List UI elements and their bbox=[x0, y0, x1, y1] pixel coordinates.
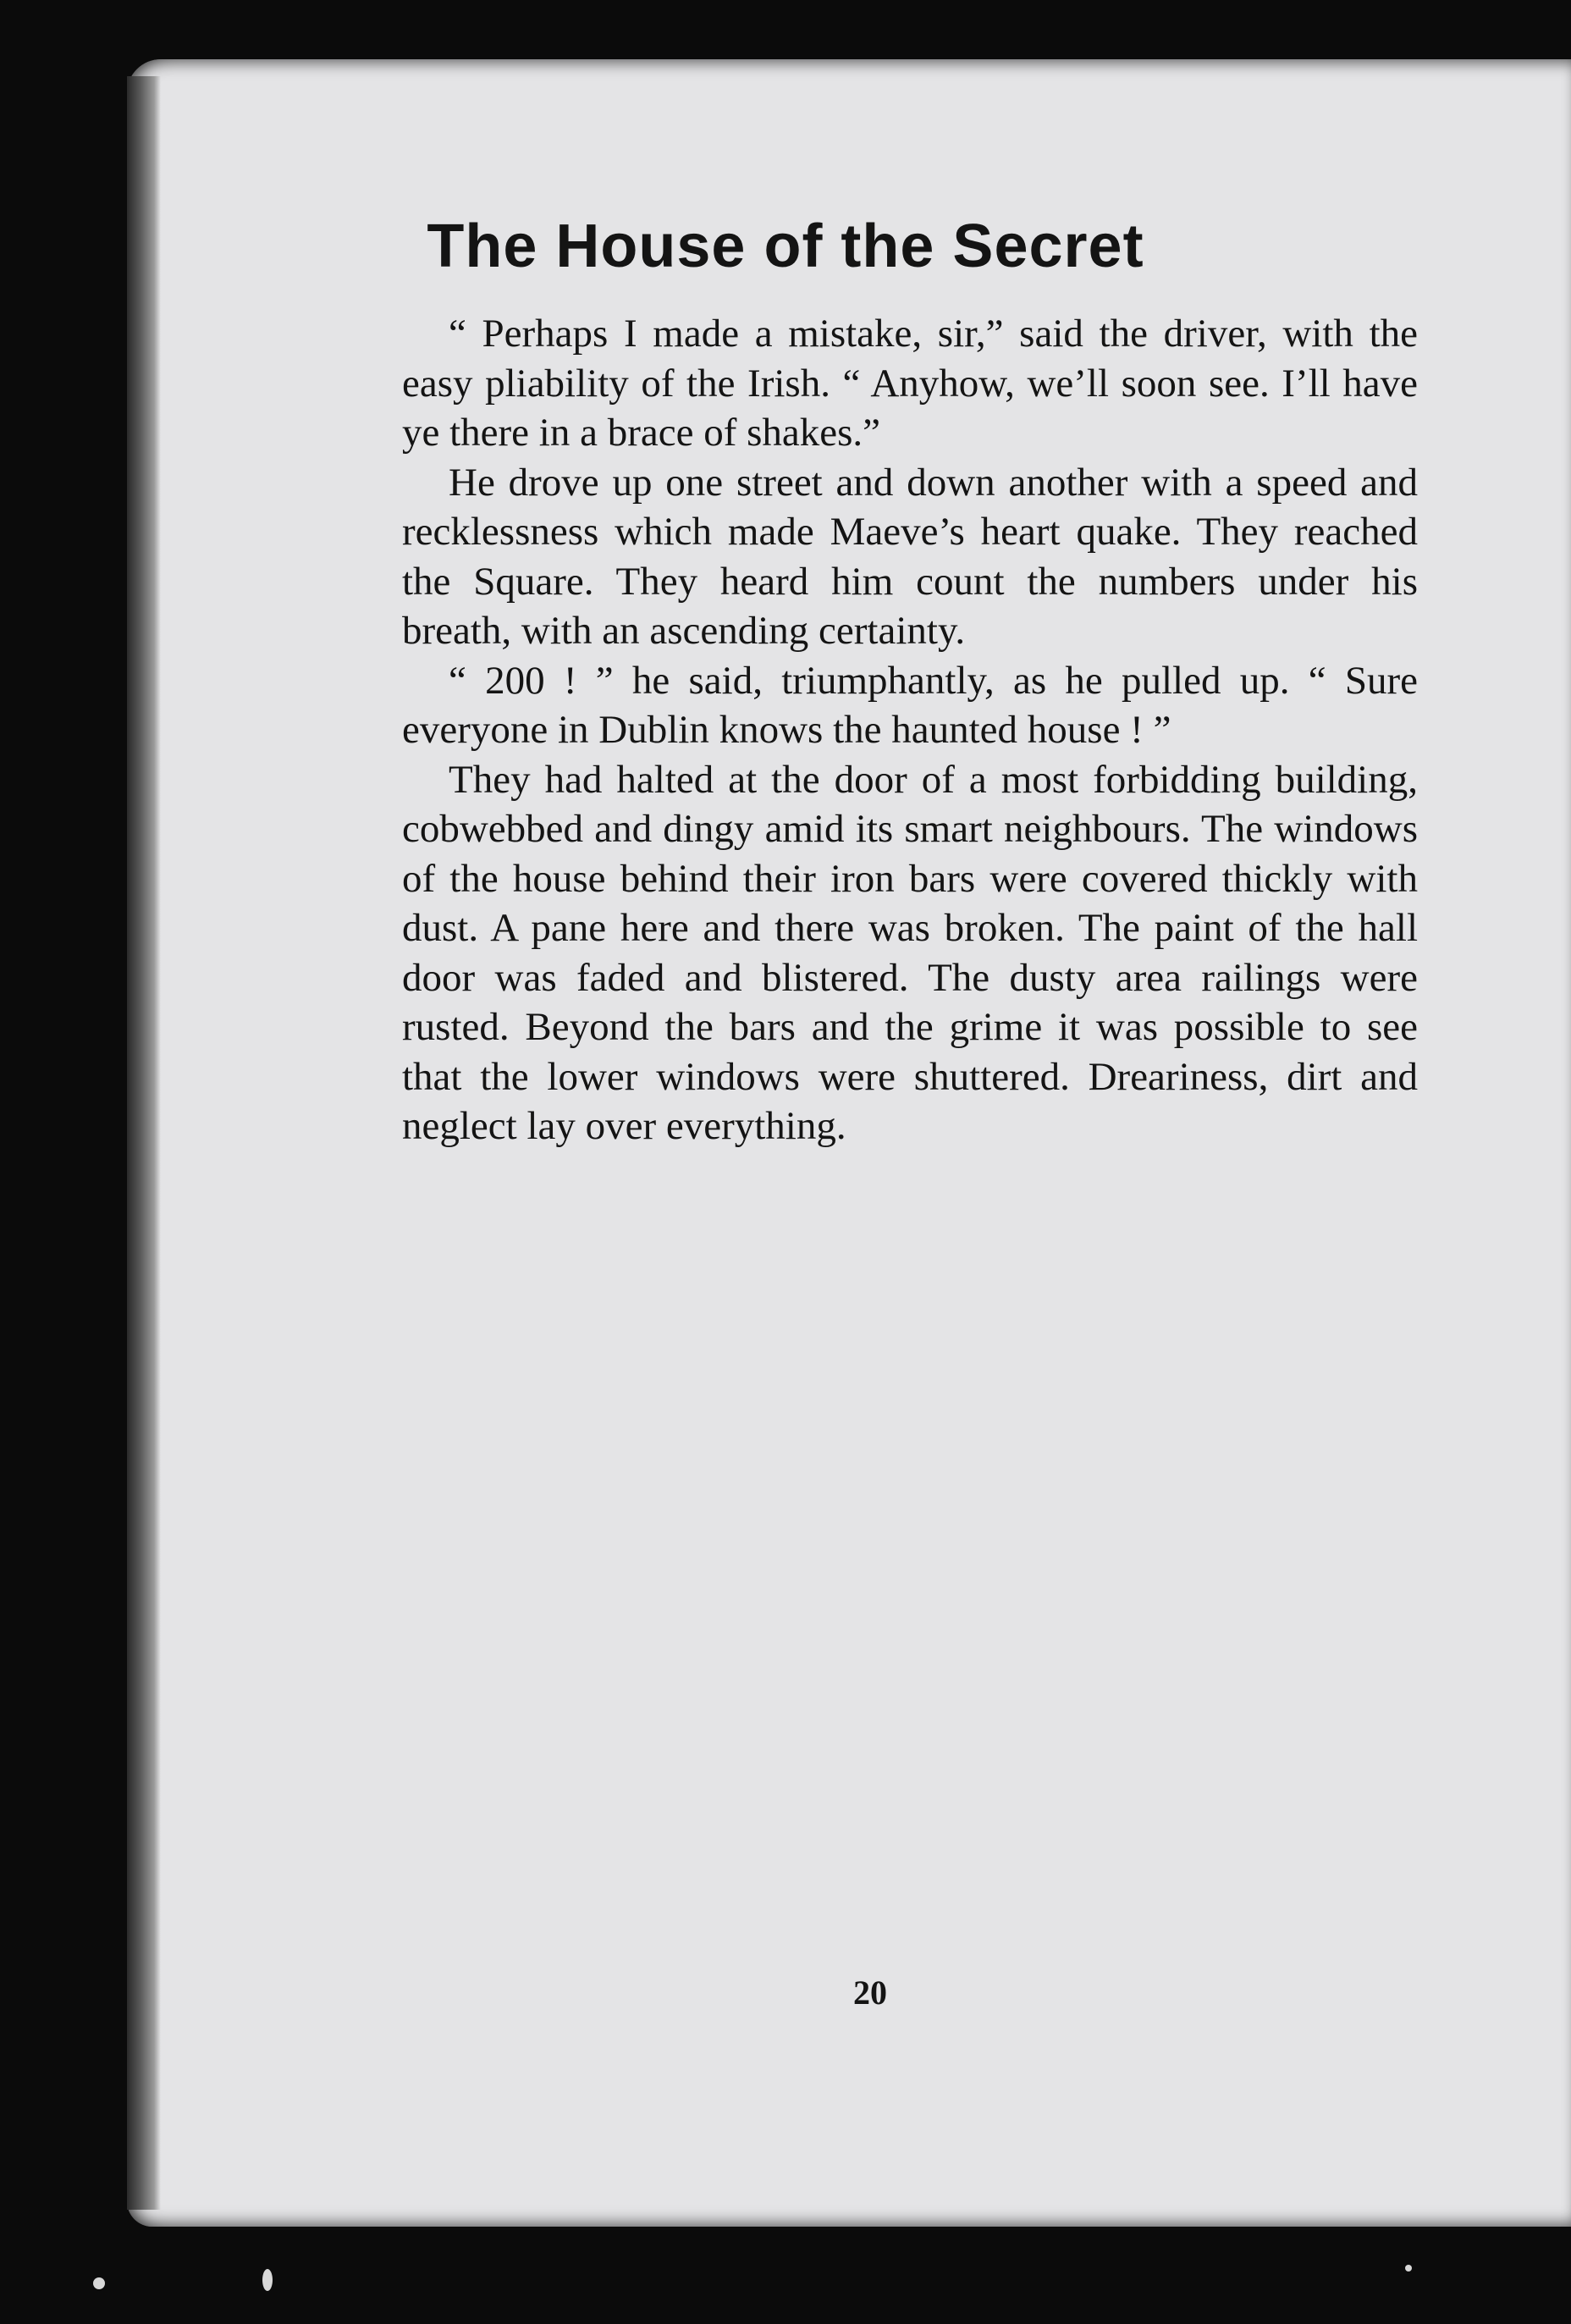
paragraph-4: They had halted at the door of a most forbidding building, cobwebbed and dingy amid its smart neighbours. The windows of the house behind their iron bars were covered thickly with dust. A pane here and there was broken. The paint of the hall door was faded and blistered. The dusty area railings were rusted. Beyond the bars and the grime it was possible to see that the lower windows were shuttered. Dreariness, dirt and neglect lay over everything. bbox=[402, 757, 1418, 1148]
scan-speck bbox=[1405, 2265, 1412, 2272]
book-binding-edge bbox=[127, 76, 161, 2210]
scan-speck bbox=[93, 2277, 105, 2289]
paragraph-1: “ Perhaps I made a mistake, sir,” said the driver, with the easy pliability of the Irish. “ Anyhow, we’ll soon see. I’ll have ye there in a brace of shakes.” bbox=[402, 312, 1418, 455]
paragraph-2: He drove up one street and down another with a speed and recklessness which made Maeve’s heart quake. They reached the Square. They heard him count the numbers under his breath, with an ascending certainty. bbox=[402, 460, 1418, 653]
running-head: The House of the Secret bbox=[427, 213, 1144, 280]
paragraph-3: “ 200 ! ” he said, triumphantly, as he pulled up. “ Sure everyone in Dublin knows the haunted house ! ” bbox=[402, 658, 1418, 752]
body-text bbox=[402, 309, 1418, 1151]
page-number: 20 bbox=[853, 1973, 887, 2012]
scan-speck bbox=[262, 2269, 273, 2291]
